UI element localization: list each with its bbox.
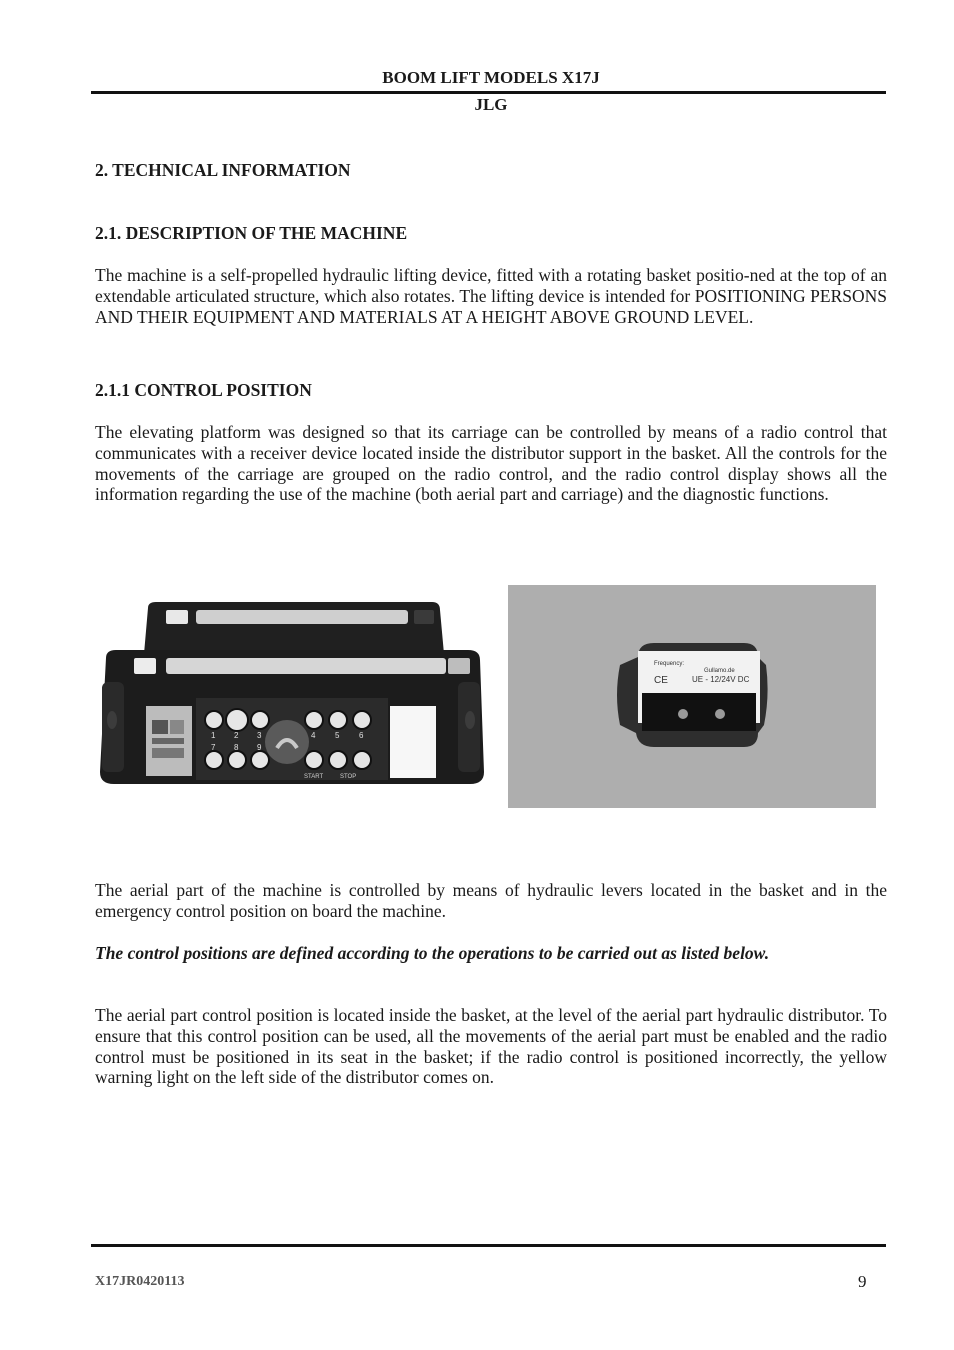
remote-button-number: 4 [311, 731, 316, 740]
receiver-label-brand: Gullamo.de [704, 668, 735, 674]
control-paragraph-2: The aerial part of the machine is controlled by means of hydraulic levers located in the basket and in the emergency control position on board the machine. [95, 880, 887, 921]
control-paragraph-3: The aerial part control position is located inside the basket, at the level of the aerial part hydraulic distributor. To ensure that this control position can be used, all the movements of the aerial part must be enabled and the radio control must be positioned in its seat in the basket; if the radio control is positioned incorrectly, the yellow warning light on the left side of the distributor comes on. [95, 1005, 887, 1088]
remote-button-number: 5 [335, 731, 340, 740]
receiver-voltage-label: UE - 12/24V DC [692, 675, 750, 684]
subsection-heading: 2.1. DESCRIPTION OF THE MACHINE [95, 223, 408, 243]
receiver-ce-mark: CE [654, 675, 668, 686]
document-header-title: BOOM LIFT MODELS X17J [382, 68, 600, 87]
receiver-label-frequency: Frequency: [654, 661, 685, 667]
control-paragraph-1: The elevating platform was designed so that its carriage can be controlled by means of a radio control that communicates with a receiver device located inside the distributor support in the basket. All the controls for the movements of the carriage are grouped on the radio control, and the radio control display shows all the information regarding the use of the machine (both aerial part and carriage) and the diagnostic functions. [95, 422, 887, 505]
receiver-device-photo [508, 585, 876, 808]
header-rule [91, 91, 886, 94]
radio-control-photo [96, 602, 488, 788]
page-number: 9 [858, 1272, 867, 1291]
remote-start-label: START [304, 774, 324, 780]
remote-button-number: 1 [211, 731, 216, 740]
remote-button-number: 3 [257, 731, 262, 740]
remote-button-number: 2 [234, 731, 239, 740]
document-code: X17JR0420113 [95, 1274, 185, 1289]
section-heading: 2. TECHNICAL INFORMATION [95, 160, 351, 180]
remote-button-number: 9 [257, 743, 262, 752]
remote-button-number: 8 [234, 743, 239, 752]
document-header-brand: JLG [474, 95, 508, 114]
remote-button-number: 7 [211, 743, 216, 752]
remote-button-number: 6 [359, 731, 364, 740]
machine-description-paragraph: The machine is a self-propelled hydraulic lifting device, fitted with a rotating basket positio-ned at the top of an extendable articulated structure, which also rotates. The lifting device is intended for POSITIONING PERSONS AND THEIR EQUIPMENT AND MATERIALS AT A HEIGHT ABOVE GROUND LEVEL. [95, 265, 887, 327]
control-position-heading: 2.1.1 CONTROL POSITION [95, 380, 312, 400]
control-note: The control positions are defined according to the operations to be carried out as listed below. [95, 943, 770, 963]
remote-stop-label: STOP [340, 774, 357, 780]
footer-rule [91, 1244, 886, 1247]
